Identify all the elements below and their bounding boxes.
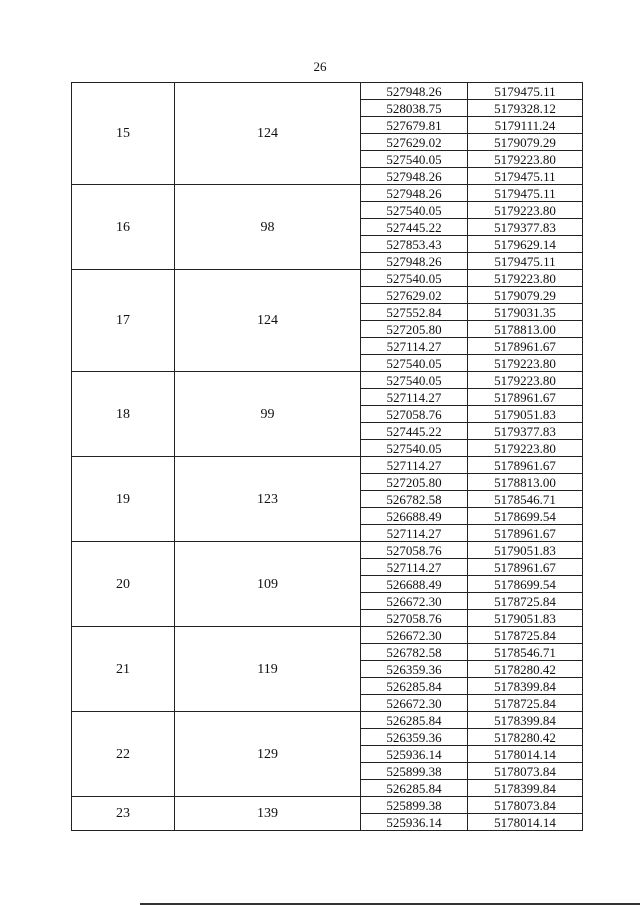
table-row xyxy=(72,797,583,814)
x-coordinate-cell: 527540.05 xyxy=(361,151,468,168)
y-coordinate-cell: 5178699.54 xyxy=(468,576,583,593)
y-coordinate-cell: 5178073.84 xyxy=(468,763,583,780)
y-coordinate-cell: 5179223.80 xyxy=(468,270,583,287)
x-coordinate-cell: 527445.22 xyxy=(361,219,468,236)
y-coordinate-cell: 5178725.84 xyxy=(468,695,583,712)
y-coordinate-cell: 5178073.84 xyxy=(468,797,583,814)
table-row xyxy=(72,83,583,100)
x-coordinate-cell: 526782.58 xyxy=(361,644,468,661)
x-coordinate-cell: 527552.84 xyxy=(361,304,468,321)
y-coordinate-cell: 5178961.67 xyxy=(468,525,583,542)
x-coordinate-cell: 527540.05 xyxy=(361,372,468,389)
parcel-area-cell: 123 xyxy=(175,457,361,542)
table-row xyxy=(72,270,583,287)
y-coordinate-cell: 5179223.80 xyxy=(468,202,583,219)
table-row xyxy=(72,712,583,729)
y-coordinate-cell: 5179475.11 xyxy=(468,253,583,270)
x-coordinate-cell: 527540.05 xyxy=(361,202,468,219)
parcel-area-cell: 98 xyxy=(175,185,361,270)
x-coordinate-cell: 525899.38 xyxy=(361,763,468,780)
x-coordinate-cell: 527205.80 xyxy=(361,474,468,491)
parcel-area-cell: 119 xyxy=(175,627,361,712)
x-coordinate-cell: 527948.26 xyxy=(361,83,468,100)
parcel-number-cell: 17 xyxy=(72,270,175,372)
y-coordinate-cell: 5179051.83 xyxy=(468,542,583,559)
y-coordinate-cell: 5179051.83 xyxy=(468,406,583,423)
y-coordinate-cell: 5179475.11 xyxy=(468,168,583,185)
y-coordinate-cell: 5179079.29 xyxy=(468,134,583,151)
x-coordinate-cell: 527948.26 xyxy=(361,185,468,202)
x-coordinate-cell: 527948.26 xyxy=(361,168,468,185)
x-coordinate-cell: 526688.49 xyxy=(361,576,468,593)
table-row xyxy=(72,457,583,474)
parcel-number-cell: 21 xyxy=(72,627,175,712)
x-coordinate-cell: 526285.84 xyxy=(361,678,468,695)
x-coordinate-cell: 527540.05 xyxy=(361,270,468,287)
y-coordinate-cell: 5178961.67 xyxy=(468,338,583,355)
x-coordinate-cell: 525936.14 xyxy=(361,814,468,831)
parcel-area-cell: 109 xyxy=(175,542,361,627)
y-coordinate-cell: 5178961.67 xyxy=(468,559,583,576)
table-row xyxy=(72,185,583,202)
y-coordinate-cell: 5179031.35 xyxy=(468,304,583,321)
parcel-number-cell: 22 xyxy=(72,712,175,797)
parcel-number-cell: 20 xyxy=(72,542,175,627)
x-coordinate-cell: 526672.30 xyxy=(361,593,468,610)
x-coordinate-cell: 527948.26 xyxy=(361,253,468,270)
x-coordinate-cell: 526782.58 xyxy=(361,491,468,508)
x-coordinate-cell: 527540.05 xyxy=(361,440,468,457)
x-coordinate-cell: 527058.76 xyxy=(361,610,468,627)
y-coordinate-cell: 5179223.80 xyxy=(468,440,583,457)
parcel-number-cell: 16 xyxy=(72,185,175,270)
y-coordinate-cell: 5178014.14 xyxy=(468,814,583,831)
x-coordinate-cell: 527679.81 xyxy=(361,117,468,134)
y-coordinate-cell: 5178813.00 xyxy=(468,474,583,491)
y-coordinate-cell: 5179079.29 xyxy=(468,287,583,304)
parcel-area-cell: 124 xyxy=(175,270,361,372)
parcel-area-cell: 99 xyxy=(175,372,361,457)
y-coordinate-cell: 5179328.12 xyxy=(468,100,583,117)
y-coordinate-cell: 5179111.24 xyxy=(468,117,583,134)
x-coordinate-cell: 527114.27 xyxy=(361,338,468,355)
x-coordinate-cell: 527114.27 xyxy=(361,389,468,406)
x-coordinate-cell: 527114.27 xyxy=(361,457,468,474)
x-coordinate-cell: 527540.05 xyxy=(361,355,468,372)
parcel-number-cell: 18 xyxy=(72,372,175,457)
coordinates-table-body xyxy=(72,83,583,831)
y-coordinate-cell: 5178725.84 xyxy=(468,593,583,610)
y-coordinate-cell: 5179629.14 xyxy=(468,236,583,253)
y-coordinate-cell: 5178961.67 xyxy=(468,457,583,474)
x-coordinate-cell: 527114.27 xyxy=(361,525,468,542)
y-coordinate-cell: 5178399.84 xyxy=(468,678,583,695)
parcel-area-cell: 129 xyxy=(175,712,361,797)
y-coordinate-cell: 5178399.84 xyxy=(468,712,583,729)
parcel-area-cell: 124 xyxy=(175,83,361,185)
y-coordinate-cell: 5179475.11 xyxy=(468,83,583,100)
x-coordinate-cell: 527205.80 xyxy=(361,321,468,338)
x-coordinate-cell: 526688.49 xyxy=(361,508,468,525)
x-coordinate-cell: 527114.27 xyxy=(361,559,468,576)
x-coordinate-cell: 526359.36 xyxy=(361,729,468,746)
y-coordinate-cell: 5179377.83 xyxy=(468,423,583,440)
x-coordinate-cell: 526359.36 xyxy=(361,661,468,678)
x-coordinate-cell: 525936.14 xyxy=(361,746,468,763)
y-coordinate-cell: 5179377.83 xyxy=(468,219,583,236)
y-coordinate-cell: 5179475.11 xyxy=(468,185,583,202)
y-coordinate-cell: 5178699.54 xyxy=(468,508,583,525)
coordinates-table xyxy=(71,82,583,831)
y-coordinate-cell: 5179223.80 xyxy=(468,372,583,389)
table-row xyxy=(72,372,583,389)
parcel-number-cell: 15 xyxy=(72,83,175,185)
x-coordinate-cell: 527058.76 xyxy=(361,406,468,423)
x-coordinate-cell: 527629.02 xyxy=(361,134,468,151)
x-coordinate-cell: 527058.76 xyxy=(361,542,468,559)
x-coordinate-cell: 527629.02 xyxy=(361,287,468,304)
y-coordinate-cell: 5178280.42 xyxy=(468,729,583,746)
y-coordinate-cell: 5178280.42 xyxy=(468,661,583,678)
table-row xyxy=(72,542,583,559)
parcel-number-cell: 23 xyxy=(72,797,175,831)
x-coordinate-cell: 527853.43 xyxy=(361,236,468,253)
y-coordinate-cell: 5178399.84 xyxy=(468,780,583,797)
y-coordinate-cell: 5179223.80 xyxy=(468,151,583,168)
parcel-number-cell: 19 xyxy=(72,457,175,542)
x-coordinate-cell: 526285.84 xyxy=(361,712,468,729)
y-coordinate-cell: 5178961.67 xyxy=(468,389,583,406)
x-coordinate-cell: 525899.38 xyxy=(361,797,468,814)
y-coordinate-cell: 5178546.71 xyxy=(468,644,583,661)
x-coordinate-cell: 526672.30 xyxy=(361,627,468,644)
y-coordinate-cell: 5179223.80 xyxy=(468,355,583,372)
y-coordinate-cell: 5178725.84 xyxy=(468,627,583,644)
page-number: 26 xyxy=(313,59,327,74)
parcel-area-cell: 139 xyxy=(175,797,361,831)
y-coordinate-cell: 5178546.71 xyxy=(468,491,583,508)
x-coordinate-cell: 526285.84 xyxy=(361,780,468,797)
x-coordinate-cell: 527445.22 xyxy=(361,423,468,440)
x-coordinate-cell: 528038.75 xyxy=(361,100,468,117)
y-coordinate-cell: 5178813.00 xyxy=(468,321,583,338)
x-coordinate-cell: 526672.30 xyxy=(361,695,468,712)
y-coordinate-cell: 5178014.14 xyxy=(468,746,583,763)
y-coordinate-cell: 5179051.83 xyxy=(468,610,583,627)
table-row xyxy=(72,627,583,644)
